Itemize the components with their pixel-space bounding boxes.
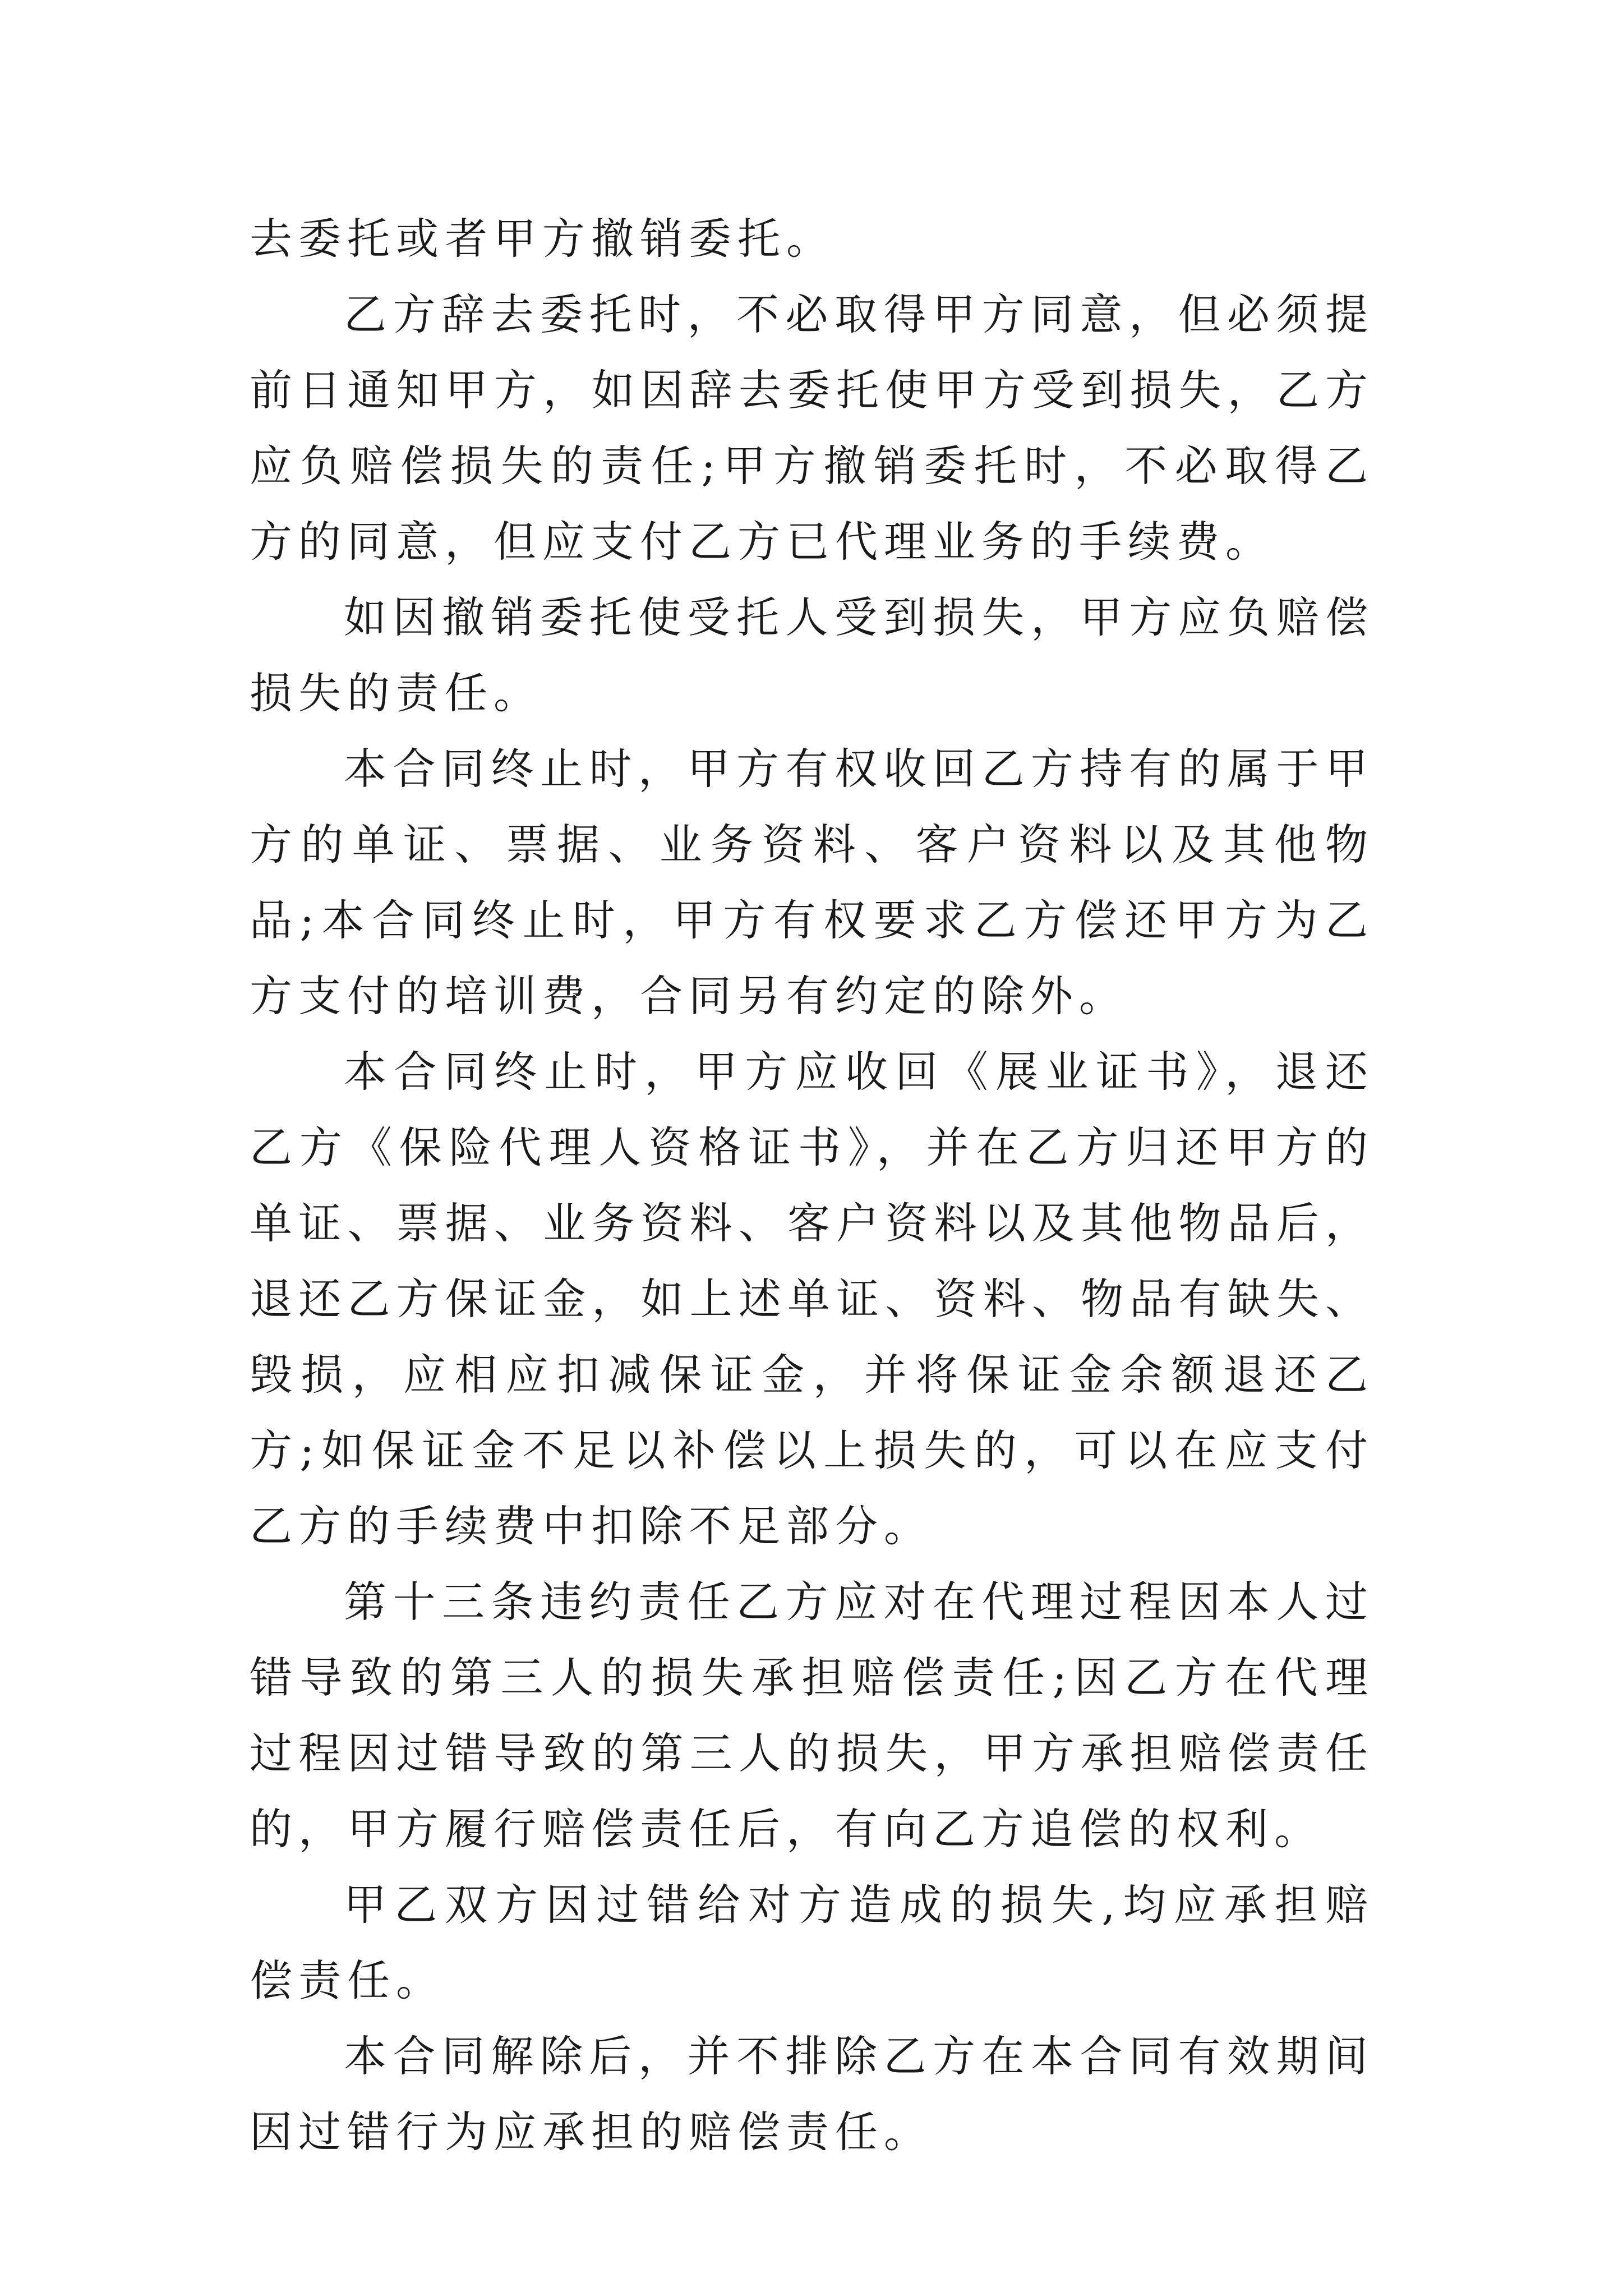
paragraph-termination-recovery: 本合同终止时，甲方有权收回乙方持有的属于甲方的单证、票据、业务资料、客户资料以及其他物品;本合同终止时，甲方有权要求乙方偿还甲方为乙方支付的培训费，合同另有约定的除外。: [250, 744, 1374, 1021]
paragraph-revocation-liability: 如因撤销委托使受托人受到损失，甲方应负赔偿损失的责任。: [250, 592, 1374, 718]
paragraph-continuation: 去委托或者甲方撤销委托。: [250, 214, 835, 264]
paragraph-termination-deposit: 本合同终止时，甲方应收回《展业证书》，退还乙方《保险代理人资格证书》，并在乙方归还甲方的单证、票据、业务资料、客户资料以及其他物品后，退还乙方保证金，如上述单证、资料、物品有缺失、毁损，应相应扣减保证金，并将保证金余额退还乙方;如保证金不足以补偿以上损失的，可以在应支付乙方的手续费中扣除不足部分。: [250, 1047, 1374, 1551]
paragraph-article-13-liability: 第十三条违约责任乙方应对在代理过程因本人过错导致的第三人的损失承担赔偿责任;因乙方在代理过程因过错导致的第三人的损失，甲方承担赔偿责任的，甲方履行赔偿责任后，有向乙方追偿的权利。: [250, 1577, 1374, 1854]
paragraph-post-termination-liability: 本合同解除后，并不排除乙方在本合同有效期间因过错行为应承担的赔偿责任。: [250, 2031, 1374, 2157]
paragraph-mutual-liability: 甲乙双方因过错给对方造成的损失,均应承担赔偿责任。: [250, 1880, 1374, 2005]
paragraph-resignation-terms: 乙方辞去委托时，不必取得甲方同意，但必须提前日通知甲方，如因辞去委托使甲方受到损失，乙方应负赔偿损失的责任;甲方撤销委托时，不必取得乙方的同意，但应支付乙方已代理业务的手续费。: [250, 289, 1374, 567]
document-body: [250, 201, 1374, 2170]
